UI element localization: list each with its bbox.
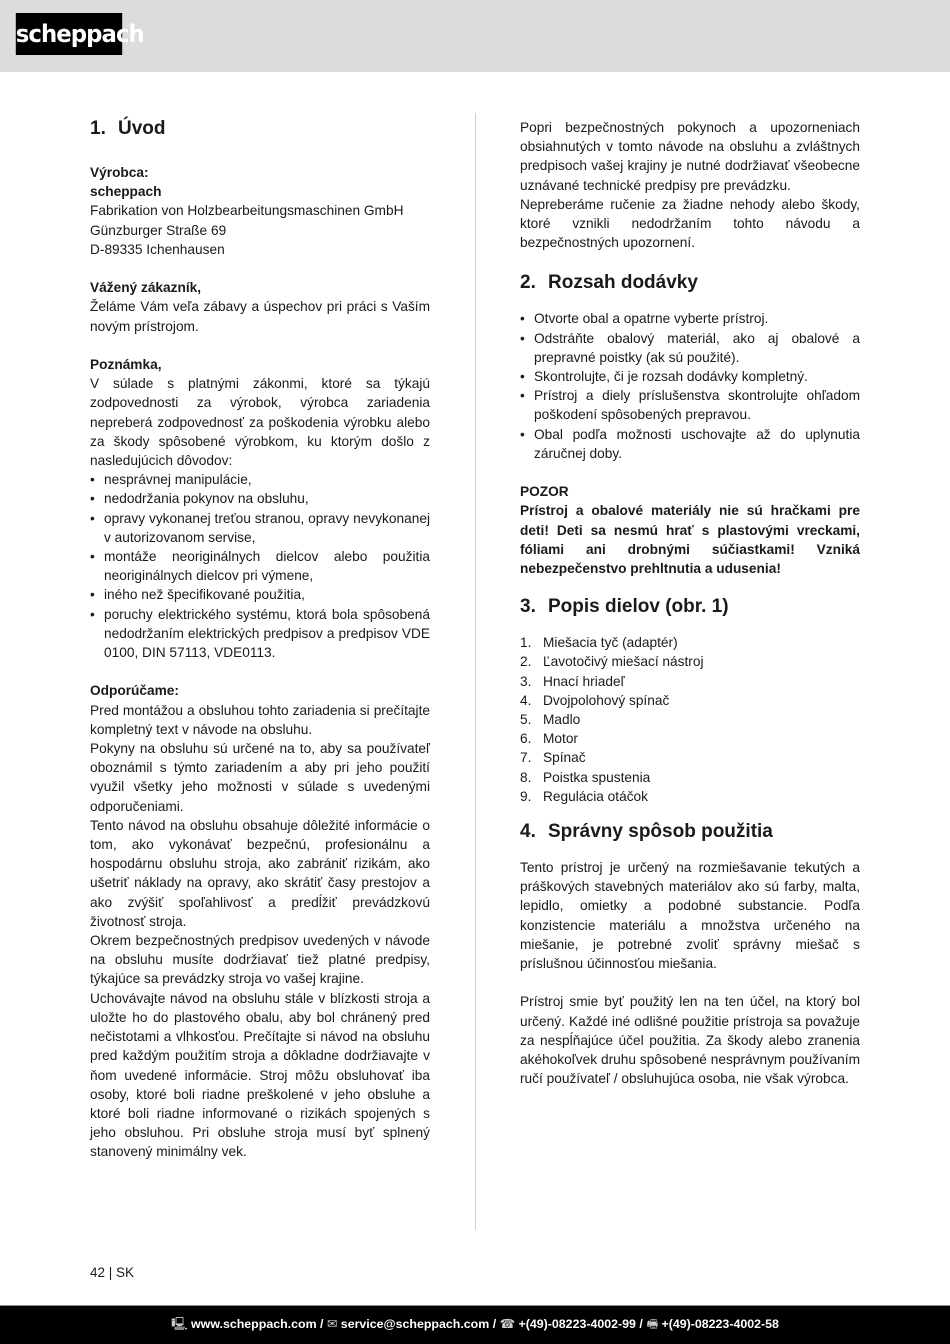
item-number: 9. xyxy=(520,788,532,804)
item-label: Dvojpolohový spínač xyxy=(543,692,670,708)
list-item xyxy=(520,710,860,729)
list-item xyxy=(520,652,860,671)
section-number: 3. xyxy=(520,596,536,618)
page-language: SK xyxy=(116,1265,135,1280)
parts-list xyxy=(520,633,860,806)
note-label: Poznámka, xyxy=(90,357,162,372)
list-item: • nedodržania pokynov na obsluhu, xyxy=(90,489,430,508)
manufacturer-name: scheppach xyxy=(90,184,162,200)
list-item: • montáže neoriginálnych dielcov alebo použitia neoriginálnych dielcov pri výmene, xyxy=(90,547,430,585)
section-number: 2. xyxy=(520,272,536,294)
item-number: 5. xyxy=(520,712,532,728)
page-header xyxy=(0,0,950,72)
separator: / xyxy=(639,1317,643,1331)
customer-text: Želáme Vám veľa zábavy a úspechov pri práci s Vaším novým prístrojom. xyxy=(90,299,430,334)
note-bullet-list xyxy=(90,470,430,662)
list-item xyxy=(520,748,860,767)
item-label: Ľavotočivý miešací nástroj xyxy=(543,654,704,670)
list-item xyxy=(520,787,860,806)
list-item: • Skontrolujte, či je rozsah dodávky kompletný. xyxy=(520,367,860,386)
customer-label: Vážený zákazník, xyxy=(90,280,202,296)
left-column xyxy=(90,117,430,1162)
section-title: Správny spôsob použitia xyxy=(548,821,773,843)
section-number: 4. xyxy=(520,821,536,843)
section-number: 1. xyxy=(90,118,106,139)
list-item xyxy=(520,672,860,691)
website-link[interactable]: www.scheppach.com xyxy=(191,1317,317,1331)
address-line: D-89335 Ichenhausen xyxy=(90,241,225,257)
page-footer xyxy=(0,1305,950,1344)
item-number: 7. xyxy=(520,750,532,766)
list-item: • nesprávnej manipulácie, xyxy=(90,470,430,489)
list-item xyxy=(520,729,860,748)
recommend-label: Odporúčame: xyxy=(90,683,179,699)
item-number: 1. xyxy=(520,635,532,651)
list-item: • opravy vykonanej treťou stranou, opravy nevykonanej v autorizovanom servise, xyxy=(90,509,430,547)
section-2-heading xyxy=(520,271,860,295)
page-number-value: 42 xyxy=(90,1265,106,1280)
item-number: 2. xyxy=(520,654,532,670)
paragraph: Tento návod na obsluhu obsahuje dôležité informácie o tom, ako vykonávať bezpečnú, profesionálnu a hospodárnu obsluhu stroja, ako zabrániť rizikám, ako ušetriť náklady na opravy, ako skrátiť časy prestojov a ako zvýšiť spoľahlivosť a predĺžiť prevádzkovú životnosť stroja. xyxy=(90,817,430,929)
computer-icon: 🖳 xyxy=(171,1317,188,1331)
paragraph: Pred montážou a obsluhou tohto zariadenia si prečítajte kompletný text v návode na obsluhu. xyxy=(90,702,430,737)
item-number: 3. xyxy=(520,673,532,689)
paragraph: Okrem bezpečnostných predpisov uvedených v návode na obsluhu musíte dodržiavať tiež platné predpisy, týkajúce sa prevádzky stroja vo vašej krajine. xyxy=(90,933,430,987)
list-item xyxy=(520,633,860,652)
item-label: Poistka spustenia xyxy=(543,769,651,785)
section-title: Popis dielov (obr. 1) xyxy=(548,596,729,618)
address-line: Günzburger Straße 69 xyxy=(90,222,227,238)
list-item: • iného než špecifikované použitia, xyxy=(90,585,430,604)
item-label: Regulácia otáčok xyxy=(543,788,649,804)
item-label: Hnací hriadeľ xyxy=(543,673,625,689)
paragraph: Uchovávajte návod na obsluhu stále v blízkosti stroja a uložte ho do plastového obalu, aby bol chránený pred nečistotami a vlhkosťou. Prečítajte si návod na obsluhu pred každým použitím stroja a dôkladne dodržiavajte v ňom uvedené informácie. Stroj môžu obsluhovať iba osoby, ktoré boli riadne preškolené v jeho obsluhe a ktoré boli riadne informované o rizikách spojených s jeho obsluhou. Pri obsluhe stroja musí byť splnený stanovený minimálny vek. xyxy=(90,990,430,1160)
section-3-heading xyxy=(520,595,860,619)
item-number: 6. xyxy=(520,731,532,747)
item-label: Madlo xyxy=(543,712,581,728)
section-title: Úvod xyxy=(118,118,166,139)
item-number: 4. xyxy=(520,692,532,708)
paragraph: Pokyny na obsluhu sú určené na to, aby sa používateľ oboznámil s týmto zariadením a aby pri jeho použití využil všetky jeho možnosti v súlade s uvedenými odporučeniami. xyxy=(90,741,430,814)
email-link[interactable]: service@scheppach.com xyxy=(340,1317,490,1331)
page-number: 42 | SK xyxy=(90,1265,135,1280)
item-label: Miešacia tyč (adaptér) xyxy=(543,635,678,651)
warning-text: Prístroj a obalové materiály nie sú hračkami pre deti! Deti sa nesmú hrať s plastovými vreckami, fóliami ani drobnými súčiastkami! Vzniká nebezpečenstvo prehltnutia a udusenia! xyxy=(520,503,860,577)
list-item: • Odstráňte obalový materiál, ako aj obalové a prepravné poistky (ak sú použité). xyxy=(520,329,860,367)
section-1-heading xyxy=(90,117,430,141)
paragraph: Prístroj smie byť použitý len na ten účel, na ktorý bol určený. Každé iné odlišné použitie prístroja sa považuje za nespĺňajúce účel použitia. Za škody alebo zranenia akéhokoľvek druhu spôsobené nesprávnym používaním ručí používateľ / obsluhujúca osoba, nie však výrobca. xyxy=(520,994,860,1087)
fax-icon: 🖷 xyxy=(646,1317,659,1331)
list-item xyxy=(520,768,860,787)
list-item: • Obal podľa možnosti uschovajte až do uplynutia záručnej doby. xyxy=(520,425,860,463)
list-item: • poruchy elektrického systému, ktorá bola spôsobená nedodržaním elektrických predpisov a predpisov VDE 0100, DIN 57113, VDE0113. xyxy=(90,605,430,663)
section-4-heading xyxy=(520,820,860,844)
note-text: V súlade s platnými zákonmi, ktoré sa týkajú zodpovednosti za výrobok, výrobca zariadenia nepreberá zodpovednosť za poškodenia výrobku alebo za škody spôsobené výrobkom, ku ktorým došlo z nasledujúcich dôvodov: xyxy=(90,376,430,469)
list-item: • Otvorte obal a opatrne vyberte prístroj. xyxy=(520,309,860,328)
separator: / xyxy=(320,1317,324,1331)
paragraph: Nepreberáme ručenie za žiadne nehody alebo škody, ktoré vznikli nedodržaním tohto návodu a bezpečnostných upozornení. xyxy=(520,196,860,251)
separator: / xyxy=(492,1317,497,1331)
list-item xyxy=(520,691,860,710)
item-label: Motor xyxy=(543,731,578,747)
warning-label: POZOR xyxy=(520,484,569,500)
phone-number: +(49)-08223-4002-99 xyxy=(518,1317,636,1331)
right-column xyxy=(520,118,860,1089)
section-title: Rozsah dodávky xyxy=(548,272,698,294)
item-label: Spínač xyxy=(543,750,586,766)
paragraph: Tento prístroj je určený na rozmiešavanie tekutých a práškových stavebných materiálov ako sú farby, malta, lepidlo, omietky a podobné substancie. Podľa konzistencie materiálu a množstva určeného na miešanie, je potrebné zvoliť správny miešač s príslušnou účinnosťou miešania. xyxy=(520,860,860,972)
phone-icon: ☎ xyxy=(499,1317,516,1331)
address-line: Fabrikation von Holzbearbeitungsmaschinen GmbH xyxy=(90,203,404,219)
item-number: 8. xyxy=(520,769,532,785)
list-item: • Prístroj a diely príslušenstva skontrolujte ohľadom poškodení spôsobených prepravou. xyxy=(520,386,860,424)
delivery-bullet-list xyxy=(520,309,860,463)
column-divider xyxy=(475,113,476,1230)
scheppach-logo: scheppach xyxy=(16,13,122,55)
paragraph: Popri bezpečnostných pokynoch a upozorneniach obsiahnutých v tomto návode na obsluhu a zvláštnych predpisoch vašej krajiny je nutné dodržiavať všeobecne uznávané technické predpisy pre prevádzku. xyxy=(520,120,860,193)
manufacturer-label: Výrobca: xyxy=(90,165,149,180)
email-icon: ✉ xyxy=(326,1317,338,1331)
fax-number: +(49)-08223-4002-58 xyxy=(661,1317,779,1331)
